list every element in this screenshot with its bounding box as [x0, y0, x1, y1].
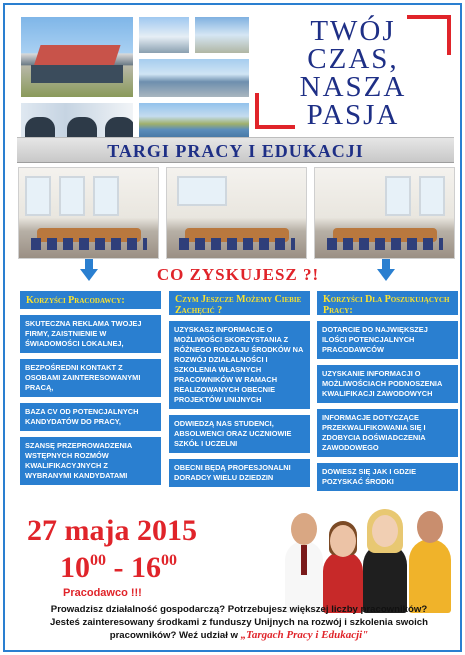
man-in-yellow — [409, 539, 451, 613]
column-heading: Czym Jeszcze Możemy Ciebie Zachęcić ? — [169, 291, 310, 315]
campus-photo — [137, 15, 191, 55]
room-photos — [18, 167, 455, 259]
start-minutes: 00 — [90, 552, 106, 569]
training-room-photo — [314, 167, 455, 259]
building-photo — [19, 15, 135, 99]
event-hours — [60, 545, 177, 584]
hours-separator: - — [106, 551, 131, 584]
benefit-item: ODWIEDZĄ NAS STUDENCI, ABSOLWENCI ORAZ UCZNIOWIE SZKÓŁ I UCZELNI — [169, 415, 310, 453]
benefit-item: SZANSĘ PRZEPROWADZENIA WSTĘPNYCH ROZMÓW KWALIFIKACYJNYCH Z WYBRANYMI KANDYDATAMI — [20, 437, 161, 485]
column-heading: Korzyści Pracodawcy: — [20, 291, 161, 309]
invitation-line: pracowników? Weź udział w — [109, 630, 241, 641]
slogan — [255, 17, 451, 129]
jobseeker-benefits-column — [317, 291, 458, 491]
down-arrow-icon — [377, 269, 395, 281]
benefit-item: SKUTECZNA REKLAMA TWOJEJ FIRMY, ZAISTNIENIE W ŚWIADOMOŚCI LOKALNEJ, — [20, 315, 161, 353]
employer-benefits-column — [20, 291, 161, 485]
benefit-item: INFORMACJE DOTYCZĄCE PRZEKWALIFIKOWANIA SIĘ I ZDOBYCIA DOŚWIADCZENIA ZAWODOWEGO — [317, 409, 458, 457]
invitation-line: Prowadzisz działalność gospodarczą? Potrzebujesz większej liczby pracowników? — [50, 604, 428, 615]
poster — [3, 3, 462, 652]
meeting-room-photo — [166, 167, 307, 259]
invitation-line: Jesteś zainteresowany środkami z funduszy Unijnych na rozwój i szkolenia swoich — [50, 617, 428, 628]
event-name: „Targach Pracy i Edukacji" — [240, 629, 369, 641]
benefit-item: BAZA CV OD POTENCJALNYCH KANDYDATÓW DO PRACY, — [20, 403, 161, 431]
benefit-item: DOTARCIE DO NAJWIĘKSZEJ ILOŚCI POTENCJALNYCH PRACODAWCÓW — [317, 321, 458, 359]
column-heading: Korzyści Dla Poszukujących Pracy: — [317, 291, 458, 315]
event-date: 27 maja 2015 — [27, 514, 197, 547]
benefit-item: UZYSKASZ INFORMACJE O MOŻLIWOŚCI SKORZYSTANIA Z RÓŻNEGO RODZAJU ŚRODKÓW NA ROZWÓJ DZIAŁALNOŚCI I SZKOLENIA WŁASNYCH PRACOWNIKÓW W RAMACH REALIZOWANYCH OBECNIE PROJEKTÓW UNIJNYCH — [169, 321, 310, 409]
event-title-banner: TARGI PRACY I EDUKACJI — [17, 137, 454, 163]
benefit-item: OBECNI BĘDĄ PROFESJONALNI DORADCY WIELU DZIEDZIN — [169, 459, 310, 487]
houses-photo — [193, 15, 251, 55]
end-minutes: 00 — [161, 552, 177, 569]
invitation-text — [25, 603, 453, 642]
employer-callout: Pracodawco !!! — [63, 587, 142, 599]
slogan-line: TWÓJ — [310, 15, 396, 47]
benefit-item: BEZPOŚREDNI KONTAKT Z OSOBAMI ZAINTERESOWANYMI PRACĄ, — [20, 359, 161, 397]
photo-collage — [19, 15, 251, 143]
conference-room-photo — [18, 167, 159, 259]
headline: CO ZYSKUJESZ ?! — [156, 265, 320, 284]
slogan-line: PASJA — [306, 99, 400, 131]
benefit-item: DOWIESZ SIĘ JAK I GDZIE POZYSKAĆ ŚRODKI — [317, 463, 458, 491]
slogan-line: CZAS, — [307, 43, 399, 75]
canal-photo — [137, 57, 251, 99]
down-arrow-icon — [80, 269, 98, 281]
extra-benefits-column — [169, 291, 310, 487]
benefit-item: UZYSKANIE INFORMACJI O MOŻLIWOŚCIACH PODNOSZENIA KWALIFIKACJI ZAWODOWYCH — [317, 365, 458, 403]
start-hour: 10 — [60, 551, 90, 584]
slogan-line: NASZA — [299, 71, 407, 103]
end-hour: 16 — [131, 551, 161, 584]
people-photo — [277, 505, 453, 613]
